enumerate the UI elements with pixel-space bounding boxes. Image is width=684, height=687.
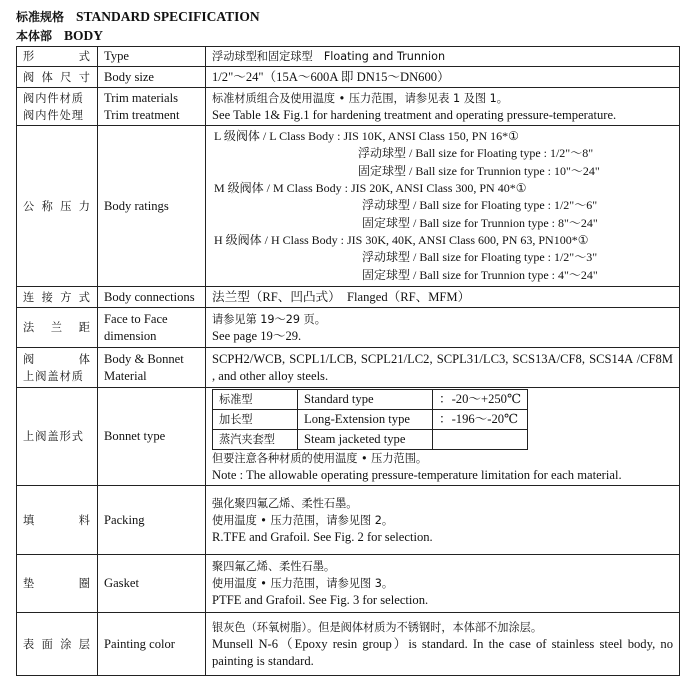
bonnet-type-steam: 蒸汽夹套型 Steam jacketed type	[213, 430, 528, 450]
type-value: 浮动球型和固定球型 Floating and Trunnion	[206, 47, 680, 67]
packing-label-en: Packing	[98, 486, 206, 555]
row-body-bonnet-material	[17, 348, 680, 388]
spec-heading-en: STANDARD SPECIFICATION	[76, 9, 260, 24]
painting-label-en: Painting color	[98, 613, 206, 676]
row-body-connections	[17, 287, 680, 308]
body-heading-en: BODY	[64, 28, 104, 43]
material-label-cn: 阀 体 上阀盖材质	[17, 348, 98, 388]
trim-value: 标准材质组合及使用温度 • 压力范围，请参见表 1 及图 1。 See Table 1& Fig.1 for hardening treatment and operating pressure-temperature.	[206, 88, 680, 126]
body-heading	[16, 27, 103, 44]
row-gasket	[17, 555, 680, 613]
ratings-label-en: Body ratings	[98, 126, 206, 287]
ratings-label-cn: 公称压力	[17, 126, 98, 287]
connections-label-en: Body connections	[98, 287, 206, 308]
face-label-cn: 法 兰 距	[17, 308, 98, 348]
bonnet-note-cn: 但要注意各种材质的使用温度 • 压力范围。	[212, 452, 428, 465]
h-floating-size: 浮动球型 / Ball size for Floating type : 1/2"～3"	[362, 250, 598, 265]
trim-label-cn: 阀内件材质 阀内件处理	[17, 88, 98, 126]
m-trunnion-size: 固定球型 / Ball size for Trunnion type : 8"～24"	[362, 215, 598, 230]
row-type	[17, 47, 680, 67]
m-floating-size: 浮动球型 / Ball size for Floating type : 1/2"～6"	[362, 198, 598, 213]
row-painting-color	[17, 613, 680, 676]
specification-table	[16, 46, 680, 676]
face-value: 请参见第 19～29 页。 See page 19～29.	[206, 308, 680, 348]
row-packing	[17, 486, 680, 555]
l-floating-size: 浮动球型 / Ball size for Floating type : 1/2"～8"	[358, 146, 594, 161]
packing-label-cn: 填 料	[17, 486, 98, 555]
body-size-label-en: Body size	[98, 67, 206, 88]
gasket-label-cn: 垫 圈	[17, 555, 98, 613]
type-label-en: Type	[98, 47, 206, 67]
l-trunnion-size: 固定球型 / Ball size for Trunnion type : 10"～24"	[358, 163, 600, 178]
l-class-body: L 级阀体 / L Class Body : JIS 10K, ANSI Class 150, PN 16*①	[214, 129, 519, 144]
body-size-label-cn: 阀体尺寸	[17, 67, 98, 88]
body-size-value: 1/2"～24"（15A～600A 即 DN15～DN600）	[206, 67, 680, 88]
type-label-cn: 形 式	[17, 47, 98, 67]
bonnet-label-cn: 上阀盖形式	[17, 388, 98, 486]
row-face-to-face	[17, 308, 680, 348]
bonnet-type-extension: 加长型 Long-Extension type ：-196～-20℃	[213, 410, 528, 430]
painting-label-cn: 表面涂层	[17, 613, 98, 676]
ratings-value	[206, 126, 680, 287]
row-bonnet-type	[17, 388, 680, 486]
bonnet-label-en: Bonnet type	[98, 388, 206, 486]
bonnet-type-standard: 标准型 Standard type ：-20～+250℃	[213, 390, 528, 410]
h-class-body: H 级阀体 / H Class Body : JIS 30K, 40K, ANSI Class 600, PN 63, PN100*①	[214, 232, 589, 247]
spec-heading-cn: 标准规格	[16, 10, 65, 24]
bonnet-note-en: Note : The allowable operating pressure-temperature limitation for each material.	[212, 468, 622, 482]
h-trunnion-size: 固定球型 / Ball size for Trunnion type : 4"～24"	[362, 267, 598, 282]
body-heading-cn: 本体部	[16, 29, 53, 43]
m-class-body: M 级阀体 / M Class Body : JIS 20K, ANSI Class 300, PN 40*①	[214, 181, 527, 196]
row-body-ratings	[17, 126, 680, 287]
bonnet-value	[206, 388, 680, 486]
material-value: SCPH2/WCB, SCPL1/LCB, SCPL21/LC2, SCPL31/LC3, SCS13A/CF8, SCS14A /CF8M , and other alloy steels.	[206, 348, 680, 388]
painting-value: 银灰色（环氧树脂）。但是阀体材质为不锈钢时，本体部不加涂层。 Munsell N-6（Epoxy resin group）is standard. In the case of stainless steel body, no painting is standard.	[206, 613, 680, 676]
connections-label-cn: 连接方式	[17, 287, 98, 308]
face-label-en: Face to Face dimension	[98, 308, 206, 348]
bonnet-types-list	[212, 389, 528, 450]
material-label-en: Body & Bonnet Material	[98, 348, 206, 388]
connections-value: 法兰型（RF、凹凸式） Flanged（RF、MFM）	[206, 287, 680, 308]
gasket-value: 聚四氟乙烯、柔性石墨。 使用温度 • 压力范围，请参见图 3。 PTFE and Grafoil. See Fig. 3 for selection.	[206, 555, 680, 613]
spec-heading	[16, 8, 260, 25]
row-body-size	[17, 67, 680, 88]
row-trim	[17, 88, 680, 126]
gasket-label-en: Gasket	[98, 555, 206, 613]
packing-value: 强化聚四氟乙烯、柔性石墨。 使用温度 • 压力范围，请参见图 2。 R.TFE and Grafoil. See Fig. 2 for selection.	[206, 486, 680, 555]
trim-label-en: Trim materials Trim treatment	[98, 88, 206, 126]
